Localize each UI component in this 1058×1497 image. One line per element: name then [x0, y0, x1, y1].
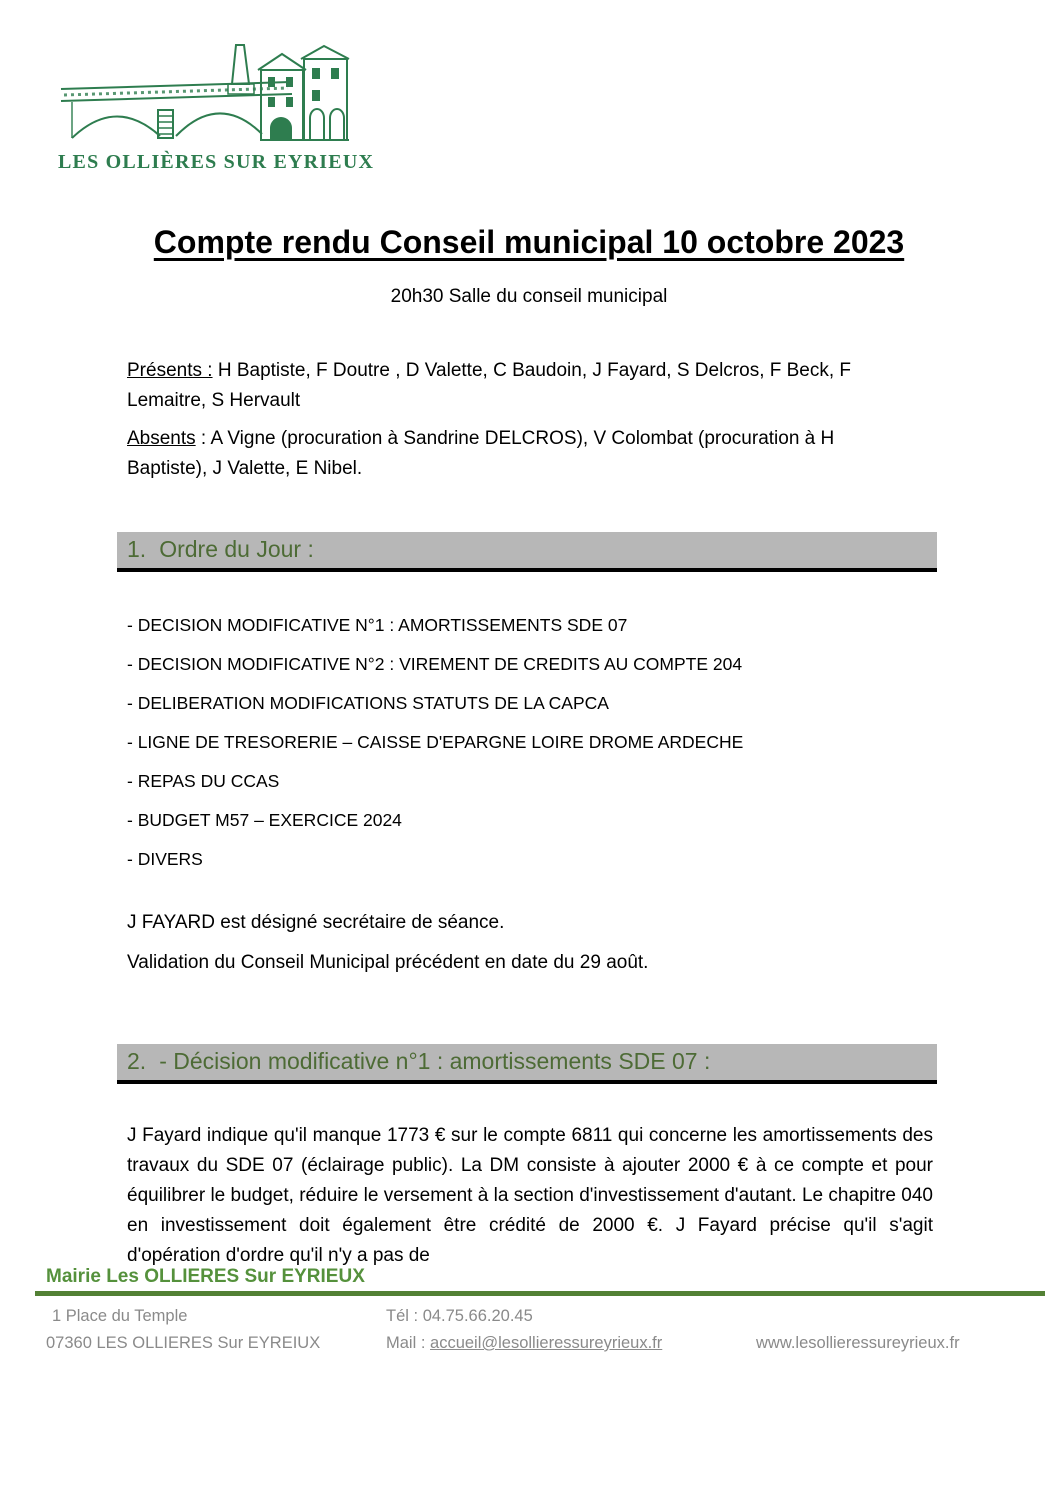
footer-mail-label: Mail : — [386, 1334, 431, 1352]
footer-phone-label: Tél : — [386, 1307, 423, 1325]
agenda-item: - REPAS DU CCAS — [127, 771, 280, 791]
section-title: - Décision modificative n°1 : amortissements SDE 07 : — [159, 1048, 711, 1074]
footer-address — [46, 1303, 386, 1357]
footer-organization: Mairie Les OLLIERES Sur EYRIEUX — [46, 1266, 365, 1287]
footer-contact-block — [46, 1303, 1021, 1357]
section-heading-decision-modificative — [117, 1044, 937, 1084]
section-number: 1. — [127, 536, 147, 562]
decision-body-paragraph: J Fayard indique qu'il manque 1773 € sur le compte 6811 qui concerne les amortissements des travaux du SDE 07 (éclairage public). La DM consiste à ajouter 2000 € à ce compte et pour équilibrer le budget, réduire le versement à la section d'investissement d'autant. Le chapitre 040 en investissement doit également être crédité de 2000 €. J Fayard précise qu'il s'agit d'opération d'ordre qu'il n'y a pas de — [127, 1125, 933, 1266]
footer-phone-number: 04.75.66.20.45 — [422, 1307, 533, 1325]
footer-address-line1: 1 Place du Temple — [52, 1307, 188, 1325]
footer-address-line2: 07360 LES OLLIERES Sur EYREIUX — [46, 1334, 321, 1352]
municipality-logo — [58, 42, 375, 174]
document-title: Compte rendu Conseil municipal 10 octobre 2023 — [153, 224, 905, 260]
agenda-item: - DELIBERATION MODIFICATIONS STATUTS DE LA CAPCA — [127, 693, 609, 713]
meeting-notes — [127, 913, 927, 993]
validation-note: Validation du Conseil Municipal précédent en date du 29 août. — [127, 952, 649, 973]
agenda-item: - DIVERS — [127, 849, 203, 869]
absents-label: Absents — [127, 428, 196, 449]
document-subtitle: 20h30 Salle du conseil municipal — [390, 286, 668, 307]
absents-names: : A Vigne (procuration à Sandrine DELCROS), V Colombat (procuration à H Baptiste), J Valette, E Nibel. — [127, 428, 835, 479]
agenda-item: - LIGNE DE TRESORERIE – CAISSE D'EPARGNE LOIRE DROME ARDECHE — [127, 732, 744, 752]
agenda-item: - BUDGET M57 – EXERCICE 2024 — [127, 810, 402, 830]
presents-paragraph — [127, 356, 919, 416]
footer-mail-line — [386, 1330, 756, 1357]
footer-phone-line — [386, 1303, 756, 1330]
footer-contact — [386, 1303, 756, 1357]
section-number: 2. — [127, 1048, 147, 1074]
secretary-note: J FAYARD est désigné secrétaire de séance. — [127, 912, 505, 933]
section-heading-ordre-du-jour — [117, 532, 937, 572]
agenda-item: - DECISION MODIFICATIVE N°1 : AMORTISSEMENTS SDE 07 — [127, 615, 628, 635]
presents-names: H Baptiste, F Doutre , D Valette, C Baudoin, J Fayard, S Delcros, F Beck, F Lemaitre, S Hervault — [127, 360, 852, 411]
logo-caption: LES OLLIÈRES SUR EYRIEUX — [58, 151, 375, 173]
absents-paragraph — [127, 424, 919, 484]
footer-mail-link[interactable]: accueil@lesollieressureyrieux.fr — [430, 1334, 663, 1352]
footer-website: www.lesollieressureyrieux.fr — [756, 1334, 960, 1352]
footer-green-rule — [35, 1291, 1045, 1296]
presents-label: Présents : — [127, 360, 213, 381]
agenda-list — [127, 616, 927, 889]
bridge-illustration — [58, 42, 350, 146]
section-title: Ordre du Jour : — [159, 536, 314, 562]
agenda-item: - DECISION MODIFICATIVE N°2 : VIREMENT DE CREDITS AU COMPTE 204 — [127, 654, 743, 674]
